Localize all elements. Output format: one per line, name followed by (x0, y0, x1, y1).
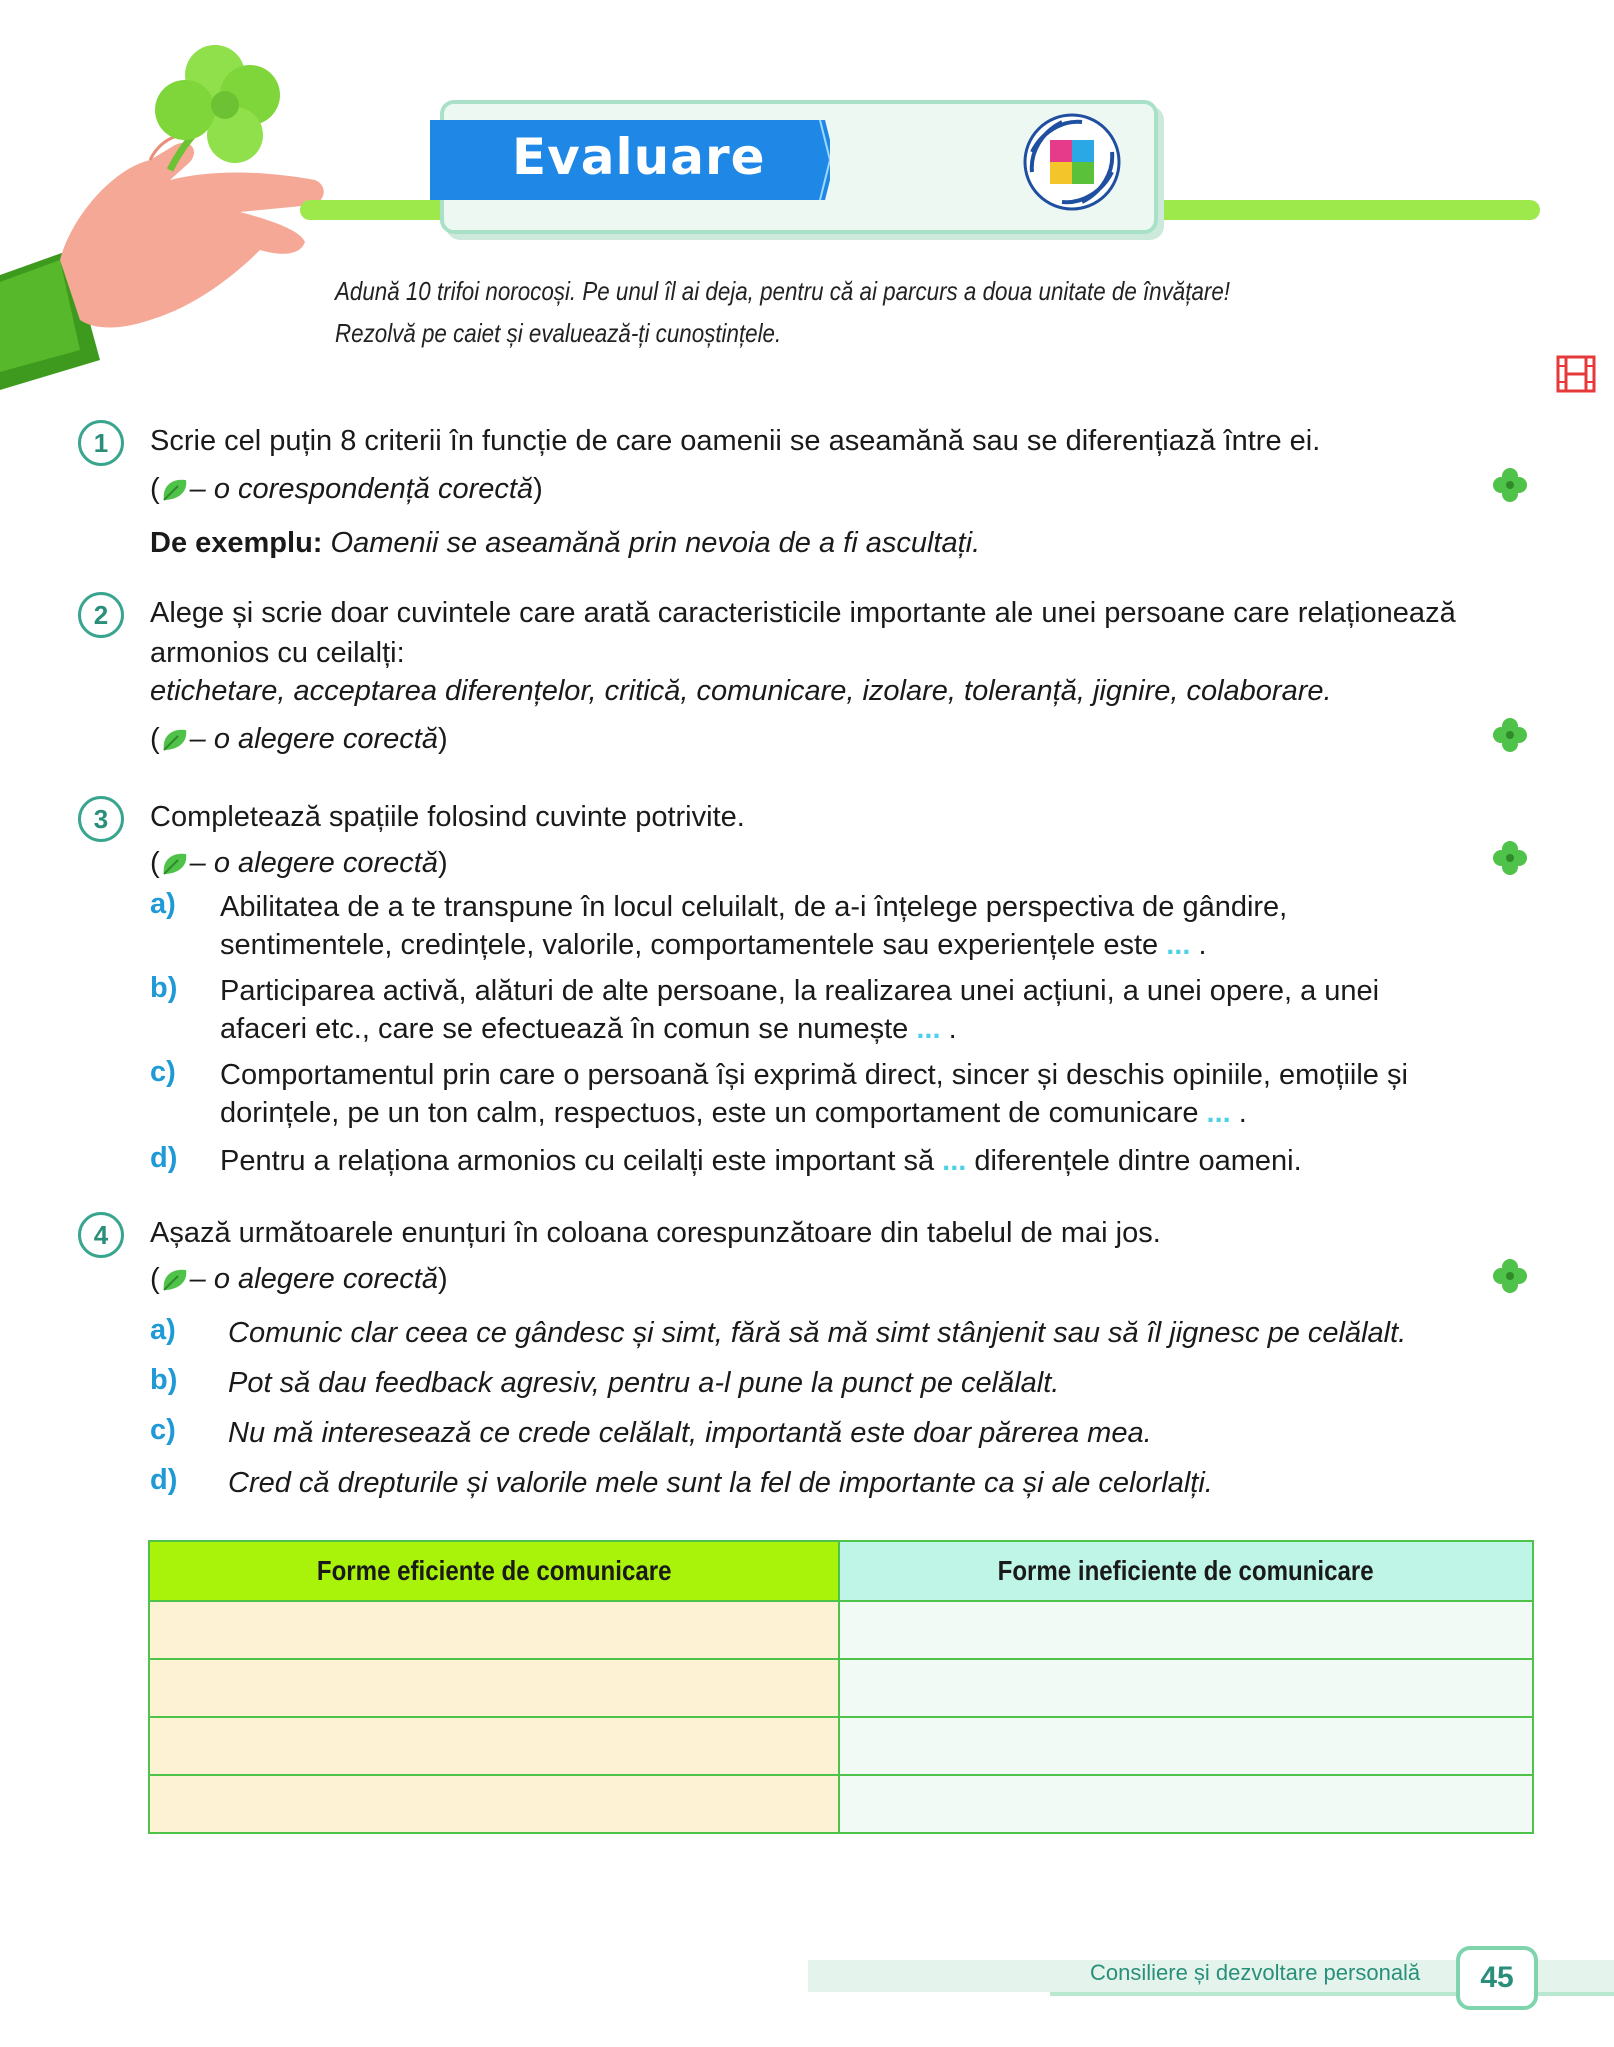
q3-a-line1: Abilitatea de a te transpune în locul celuilalt, de a-i înțelege perspectiva de gândire, (220, 891, 1288, 923)
q3-b-line2: afaceri etc., care se efectuează în comun se numește ... . (220, 1013, 957, 1045)
intro-text-line2: Rezolvă pe caiet și evaluează-ți cunoștințele. (335, 318, 782, 348)
leaf-icon (160, 476, 190, 502)
q4-label-a: a) (150, 1314, 176, 1346)
blank-dots[interactable]: ... (1206, 1097, 1231, 1129)
page-number: 45 (1480, 1961, 1514, 1994)
q3-score: ( – o alegere corectă) (150, 847, 448, 879)
table-cell[interactable] (839, 1659, 1533, 1717)
q1-text: Scrie cel puțin 8 criterii în funcție de care oamenii se aseamănă sau se diferențiază între ei. (150, 425, 1321, 457)
q2-text-line1: Alege și scrie doar cuvintele care arată caracteristicile importante ale unei persoane care relaționează (150, 597, 1456, 629)
question-number-4: 4 (78, 1212, 124, 1258)
hand-with-clover-illustration (0, 20, 330, 390)
q4-c-text: Nu mă interesează ce crede celălalt, importantă este doar părerea mea. (228, 1417, 1152, 1449)
clover-icon-q1 (1490, 465, 1530, 505)
communication-forms-table (148, 1540, 1534, 1834)
table-cell[interactable] (149, 1659, 839, 1717)
table-header-inefficient: Forme ineficiente de comunicare (839, 1541, 1533, 1601)
blank-dots[interactable]: ... (942, 1145, 967, 1177)
q4-label-c: c) (150, 1414, 176, 1446)
q3-d-line1: Pentru a relaționa armonios cu ceilalți este important să ... diferențele dintre oameni. (220, 1145, 1302, 1177)
blank-dots[interactable]: ... (916, 1013, 941, 1045)
table-cell[interactable] (839, 1717, 1533, 1775)
clover-icon-q3 (1490, 838, 1530, 878)
q4-text: Așază următoarele enunțuri în coloana corespunzătoare din tabelul de mai jos. (150, 1217, 1161, 1249)
q3-c-line2: dorințele, pe un ton calm, respectuos, este un comportament de comunicare ... . (220, 1097, 1247, 1129)
q4-b-text: Pot să dau feedback agresiv, pentru a-l pune la punct pe celălalt. (228, 1367, 1060, 1399)
q3-text: Completează spațiile folosind cuvinte potrivite. (150, 801, 745, 833)
q4-label-b: b) (150, 1364, 178, 1396)
q4-score: ( – o alegere corectă) (150, 1263, 448, 1295)
table-row (149, 1775, 1533, 1833)
q4-d-text: Cred că drepturile și valorile mele sunt la fel de importante ca și ale celorlalți. (228, 1467, 1213, 1499)
blank-dots[interactable]: ... (1166, 929, 1191, 961)
q2-words: etichetare, acceptarea diferențelor, critică, comunicare, izolare, toleranță, jignire, colaborare. (150, 675, 1332, 707)
table-row (149, 1717, 1533, 1775)
question-number-3: 3 (78, 796, 124, 842)
example-text: Oamenii se aseamănă prin nevoia de a fi ascultați. (330, 527, 981, 559)
clover-icon-q4 (1490, 1256, 1530, 1296)
q3-a-line2: sentimentele, credințele, valorile, comportamentele sau experiențele este ... . (220, 929, 1207, 961)
clover-icon-q2 (1490, 715, 1530, 755)
leaf-icon (160, 1266, 190, 1292)
q1-score: ( – o corespondență corectă) (150, 473, 543, 505)
q3-label-c: c) (150, 1056, 176, 1088)
leaf-icon (160, 726, 190, 752)
intro-text-line1: Adună 10 trifoi norocoși. Pe unul îl ai deja, pentru că ai parcurs a doua unitate de învățare! (335, 276, 1230, 306)
q2-text-line2: armonios cu ceilalți: (150, 637, 405, 669)
table-cell[interactable] (149, 1775, 839, 1833)
q3-label-b: b) (150, 972, 178, 1004)
leaf-icon (160, 850, 190, 876)
q4-a-text: Comunic clar ceea ce gândesc și simt, fără să mă simt stânjenit sau să îl jignesc pe celălalt. (228, 1317, 1407, 1349)
q2-score: ( – o alegere corectă) (150, 723, 448, 755)
table-cell[interactable] (839, 1775, 1533, 1833)
example-label: De exemplu: (150, 527, 323, 559)
table-header-efficient: Forme eficiente de comunicare (149, 1541, 839, 1601)
q3-c-line1: Comportamentul prin care o persoană își exprimă direct, sincer și deschis opiniile, emoțiile și (220, 1059, 1408, 1091)
q4-label-d: d) (150, 1464, 178, 1496)
q3-b-line1: Participarea activă, alături de alte persoane, la realizarea unei acțiuni, a unei opere, a unei (220, 975, 1380, 1007)
table-row (149, 1601, 1533, 1659)
table-cell[interactable] (149, 1717, 839, 1775)
footer-subject: Consiliere și dezvoltare personală (1090, 1960, 1421, 1985)
film-strip-icon[interactable] (1556, 355, 1596, 393)
q3-label-d: d) (150, 1142, 178, 1174)
q3-label-a: a) (150, 888, 176, 920)
table-row (149, 1659, 1533, 1717)
question-number-2: 2 (78, 592, 124, 638)
table-cell[interactable] (839, 1601, 1533, 1659)
q1-example (150, 524, 980, 562)
table-cell[interactable] (149, 1601, 839, 1659)
question-number-1: 1 (78, 420, 124, 466)
page-title: Evaluare (512, 128, 766, 186)
puzzle-hands-icon (1022, 112, 1122, 212)
